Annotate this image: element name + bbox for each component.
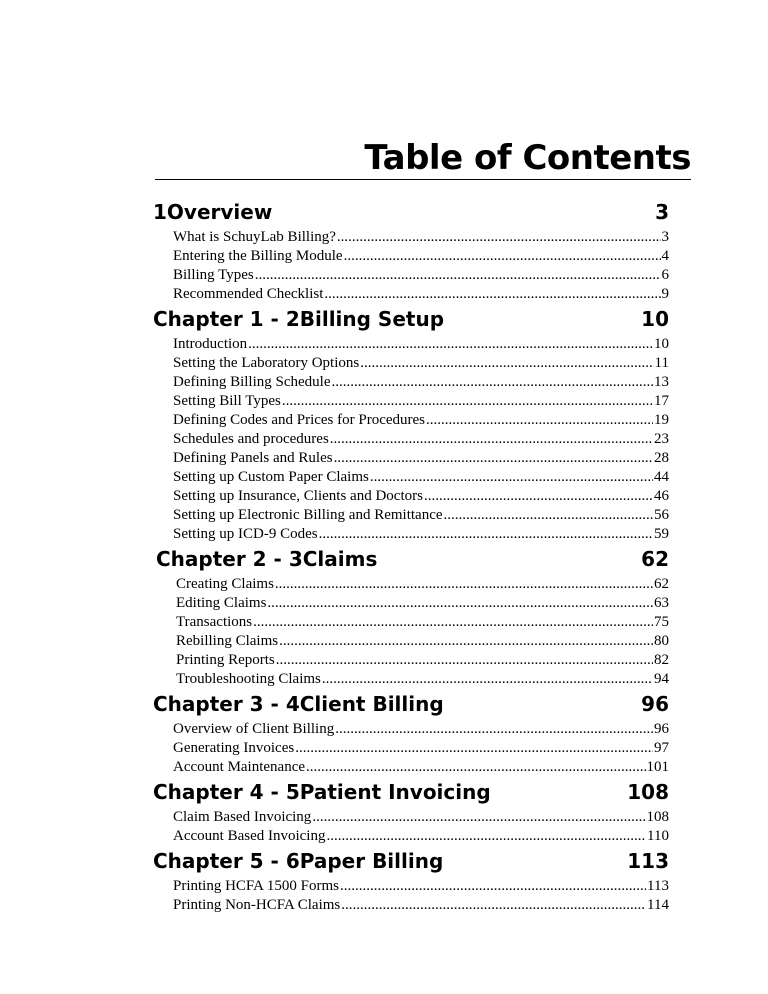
toc-entry-title: Setting up Custom Paper Claims bbox=[173, 469, 369, 485]
toc-entry-page-number: 59 bbox=[654, 526, 669, 542]
chapter-heading[interactable] bbox=[153, 306, 669, 333]
toc-entry[interactable] bbox=[176, 594, 669, 613]
chapter-heading[interactable] bbox=[156, 546, 669, 573]
toc-entry-page-number: 110 bbox=[647, 828, 669, 844]
chapter-title: 1Overview bbox=[153, 200, 273, 224]
toc-entry-page-number: 114 bbox=[647, 897, 669, 913]
dot-leader bbox=[330, 430, 653, 449]
toc-entry-title: Schedules and procedures bbox=[173, 431, 329, 447]
toc-entry-title: Editing Claims bbox=[176, 595, 267, 611]
toc-entry[interactable] bbox=[176, 632, 669, 651]
toc-entry-title: Setting Bill Types bbox=[173, 393, 281, 409]
dot-leader bbox=[326, 827, 646, 846]
toc-entry[interactable] bbox=[173, 411, 669, 430]
toc-entry-title: Creating Claims bbox=[176, 576, 274, 592]
dot-leader bbox=[319, 525, 653, 544]
toc-entry-list bbox=[173, 808, 669, 846]
toc-entry-title: Introduction bbox=[173, 336, 248, 352]
page-title: Table of Contents bbox=[364, 138, 691, 178]
toc-entry-page-number: 11 bbox=[654, 355, 669, 371]
toc-entry[interactable] bbox=[176, 670, 669, 689]
toc-entry-page-number: 113 bbox=[647, 878, 669, 894]
table-of-contents bbox=[153, 199, 669, 917]
toc-entry-title: What is SchuyLab Billing? bbox=[173, 229, 336, 245]
title-underline bbox=[155, 179, 691, 180]
toc-entry[interactable] bbox=[176, 651, 669, 670]
toc-entry[interactable] bbox=[173, 739, 669, 758]
dot-leader bbox=[275, 575, 653, 594]
dot-leader bbox=[255, 266, 661, 285]
toc-entry[interactable] bbox=[173, 896, 669, 915]
toc-entry-title: Printing Non-HCFA Claims bbox=[173, 897, 341, 913]
toc-entry-title: Claim Based Invoicing bbox=[173, 809, 312, 825]
toc-entry[interactable] bbox=[173, 525, 669, 544]
toc-entry-page-number: 28 bbox=[654, 450, 669, 466]
toc-entry-list bbox=[173, 228, 669, 304]
toc-entry-list bbox=[173, 335, 669, 544]
toc-chapter bbox=[153, 848, 669, 915]
toc-entry-title: Printing HCFA 1500 Forms bbox=[173, 878, 340, 894]
chapter-title: Chapter 2 - 3Claims bbox=[156, 547, 378, 571]
dot-leader bbox=[360, 354, 653, 373]
toc-entry-page-number: 56 bbox=[654, 507, 669, 523]
toc-entry-title: Overview of Client Billing bbox=[173, 721, 335, 737]
toc-entry-page-number: 23 bbox=[654, 431, 669, 447]
toc-entry[interactable] bbox=[173, 758, 669, 777]
toc-entry-title: Defining Codes and Prices for Procedures bbox=[173, 412, 426, 428]
dot-leader bbox=[444, 506, 653, 525]
toc-entry[interactable] bbox=[173, 247, 669, 266]
toc-entry[interactable] bbox=[173, 808, 669, 827]
toc-entry-page-number: 94 bbox=[654, 671, 669, 687]
toc-entry[interactable] bbox=[173, 468, 669, 487]
toc-chapter bbox=[153, 691, 669, 777]
dot-leader bbox=[337, 228, 661, 247]
toc-entry-page-number: 96 bbox=[654, 721, 669, 737]
toc-entry[interactable] bbox=[173, 335, 669, 354]
toc-entry[interactable] bbox=[173, 392, 669, 411]
toc-entry-title: Setting up ICD-9 Codes bbox=[173, 526, 318, 542]
toc-entry-page-number: 19 bbox=[654, 412, 669, 428]
toc-entry-title: Defining Panels and Rules bbox=[173, 450, 333, 466]
toc-entry[interactable] bbox=[173, 228, 669, 247]
toc-entry[interactable] bbox=[173, 430, 669, 449]
toc-entry[interactable] bbox=[173, 720, 669, 739]
toc-entry[interactable] bbox=[173, 487, 669, 506]
toc-entry-page-number: 6 bbox=[661, 267, 669, 283]
toc-entry-list bbox=[176, 575, 669, 689]
toc-entry-list bbox=[173, 720, 669, 777]
dot-leader bbox=[344, 247, 661, 266]
dot-leader bbox=[276, 651, 653, 670]
toc-entry-title: Transactions bbox=[176, 614, 253, 630]
toc-entry-page-number: 46 bbox=[654, 488, 669, 504]
toc-entry[interactable] bbox=[173, 827, 669, 846]
toc-entry-page-number: 4 bbox=[661, 248, 669, 264]
dot-leader bbox=[322, 670, 653, 689]
dot-leader bbox=[248, 335, 653, 354]
chapter-heading[interactable] bbox=[153, 848, 669, 875]
toc-entry-page-number: 63 bbox=[654, 595, 669, 611]
toc-entry-title: Account Based Invoicing bbox=[173, 828, 326, 844]
toc-entry-page-number: 3 bbox=[661, 229, 669, 245]
toc-entry-title: Printing Reports bbox=[176, 652, 275, 668]
toc-entry-list bbox=[173, 877, 669, 915]
toc-entry-title: Setting the Laboratory Options bbox=[173, 355, 360, 371]
dot-leader bbox=[306, 758, 645, 777]
toc-entry-title: Setting up Insurance, Clients and Doctors bbox=[173, 488, 423, 504]
toc-entry[interactable] bbox=[173, 877, 669, 896]
dot-leader bbox=[295, 739, 653, 758]
toc-entry-page-number: 13 bbox=[654, 374, 669, 390]
toc-entry[interactable] bbox=[173, 373, 669, 392]
toc-entry-page-number: 82 bbox=[654, 652, 669, 668]
toc-entry-page-number: 10 bbox=[654, 336, 669, 352]
chapter-heading[interactable] bbox=[153, 691, 669, 718]
dot-leader bbox=[334, 449, 653, 468]
dot-leader bbox=[424, 487, 653, 506]
toc-entry[interactable] bbox=[176, 575, 669, 594]
chapter-title: Chapter 5 - 6Paper Billing bbox=[153, 849, 444, 873]
toc-entry-page-number: 44 bbox=[654, 469, 669, 485]
toc-entry-title: Setting up Electronic Billing and Remittance bbox=[173, 507, 443, 523]
toc-entry-title: Generating Invoices bbox=[173, 740, 295, 756]
chapter-heading[interactable] bbox=[153, 779, 669, 806]
dot-leader bbox=[312, 808, 645, 827]
chapter-page-number: 62 bbox=[641, 547, 669, 571]
dot-leader bbox=[340, 877, 646, 896]
dot-leader bbox=[324, 285, 660, 304]
dot-leader bbox=[253, 613, 653, 632]
chapter-page-number: 10 bbox=[641, 307, 669, 331]
toc-entry[interactable] bbox=[173, 506, 669, 525]
toc-entry-page-number: 9 bbox=[661, 286, 669, 302]
dot-leader bbox=[331, 373, 653, 392]
toc-entry-page-number: 108 bbox=[646, 809, 669, 825]
toc-entry[interactable] bbox=[173, 354, 669, 373]
chapter-title: Chapter 3 - 4Client Billing bbox=[153, 692, 444, 716]
chapter-title: Chapter 4 - 5Patient Invoicing bbox=[153, 780, 491, 804]
toc-entry[interactable] bbox=[173, 266, 669, 285]
chapter-heading[interactable] bbox=[153, 199, 669, 226]
toc-entry-page-number: 101 bbox=[646, 759, 669, 775]
toc-chapter bbox=[153, 306, 669, 544]
dot-leader bbox=[267, 594, 653, 613]
chapter-page-number: 108 bbox=[627, 780, 669, 804]
toc-entry-title: Entering the Billing Module bbox=[173, 248, 343, 264]
toc-entry-page-number: 97 bbox=[654, 740, 669, 756]
toc-chapter bbox=[153, 779, 669, 846]
toc-entry-title: Rebilling Claims bbox=[176, 633, 279, 649]
chapter-page-number: 113 bbox=[627, 849, 669, 873]
dot-leader bbox=[341, 896, 646, 915]
toc-entry-title: Billing Types bbox=[173, 267, 254, 283]
chapter-page-number: 96 bbox=[641, 692, 669, 716]
dot-leader bbox=[426, 411, 653, 430]
chapter-title: Chapter 1 - 2Billing Setup bbox=[153, 307, 445, 331]
toc-entry-title: Recommended Checklist bbox=[173, 286, 324, 302]
toc-chapter bbox=[153, 199, 669, 304]
toc-entry-page-number: 75 bbox=[654, 614, 669, 630]
toc-entry[interactable] bbox=[173, 449, 669, 468]
toc-entry[interactable] bbox=[176, 613, 669, 632]
dot-leader bbox=[335, 720, 653, 739]
toc-chapter bbox=[156, 546, 669, 689]
toc-entry-page-number: 62 bbox=[654, 576, 669, 592]
toc-entry-title: Troubleshooting Claims bbox=[176, 671, 321, 687]
toc-entry[interactable] bbox=[173, 285, 669, 304]
toc-entry-page-number: 80 bbox=[654, 633, 669, 649]
toc-entry-title: Defining Billing Schedule bbox=[173, 374, 331, 390]
toc-entry-title: Account Maintenance bbox=[173, 759, 306, 775]
dot-leader bbox=[279, 632, 653, 651]
toc-entry-page-number: 17 bbox=[654, 393, 669, 409]
dot-leader bbox=[370, 468, 653, 487]
dot-leader bbox=[282, 392, 653, 411]
chapter-page-number: 3 bbox=[655, 200, 669, 224]
